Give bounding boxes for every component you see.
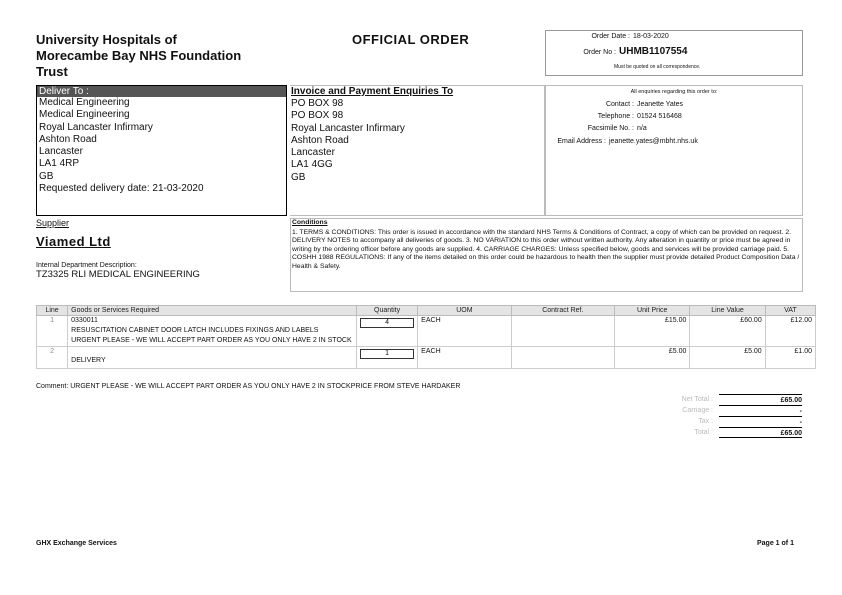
table-row xyxy=(37,316,816,347)
cell-quantity xyxy=(356,316,417,347)
col-line: Line xyxy=(37,306,68,316)
deliver-line: LA1 4RP xyxy=(39,158,80,170)
table-row xyxy=(37,347,816,369)
cell-uom: EACH xyxy=(418,347,511,369)
conditions-box xyxy=(290,218,803,292)
order-info-box xyxy=(545,30,803,76)
invoice-line: PO BOX 98 xyxy=(291,98,344,109)
tax-label: Tax : xyxy=(698,418,713,425)
cell-line-value: £60.00 xyxy=(690,316,765,347)
tax-value: - xyxy=(719,416,802,427)
grand-total-row xyxy=(640,427,802,438)
net-total-value: £65.00 xyxy=(719,394,802,405)
cell-line: 1 xyxy=(37,316,68,347)
invoice-line: PO BOX 98 xyxy=(291,110,344,122)
footer-provider: GHX Exchange Services xyxy=(36,540,117,547)
col-contract-ref: Contract Ref. xyxy=(511,306,614,316)
col-unit-price: Unit Price xyxy=(615,306,690,316)
supplier-heading: Supplier xyxy=(36,218,70,228)
order-items-table xyxy=(36,305,816,369)
requested-delivery-date: Requested delivery date: 21-03-2020 xyxy=(39,183,204,195)
quantity-value: 1 xyxy=(360,349,414,359)
cell-contract-ref xyxy=(511,316,614,347)
order-date-value: 18-03-2020 xyxy=(633,33,669,40)
cell-uom: EACH xyxy=(418,316,511,347)
organisation-line: University Hospitals of xyxy=(36,32,177,47)
totals-block xyxy=(640,394,802,438)
organisation-line: Trust xyxy=(36,64,68,79)
tax-row xyxy=(640,416,802,427)
deliver-to-heading: Deliver To : xyxy=(37,86,286,97)
email-value: jeanette.yates@mbht.nhs.uk xyxy=(609,138,698,145)
telephone-label: Telephone : xyxy=(597,113,634,120)
fax-label: Facsimile No. : xyxy=(587,125,634,132)
item-code: 0330011 xyxy=(71,317,98,324)
contact-value: Jeanette Yates xyxy=(637,101,684,108)
deliver-line: Ashton Road xyxy=(39,133,97,145)
deliver-to-box xyxy=(36,85,287,216)
quantity-value: 4 xyxy=(360,318,414,328)
item-description: RESUSCITATION CABINET DOOR LATCH INCLUDES FIXINGS AND LABELS xyxy=(71,327,319,334)
invoice-line: Lancaster xyxy=(291,147,335,159)
cell-unit-price: £5.00 xyxy=(615,347,690,369)
order-date-label: Order Date : xyxy=(591,33,630,40)
item-description: DELIVERY xyxy=(71,357,106,364)
deliver-line: Royal Lancaster Infirmary xyxy=(39,121,153,133)
deliver-line: Lancaster xyxy=(39,146,83,158)
cell-line-value: £5.00 xyxy=(690,347,765,369)
order-no-label: Order No : xyxy=(583,49,616,56)
invoice-line: Royal Lancaster Infirmary xyxy=(291,122,405,134)
invoice-line: Ashton Road xyxy=(291,134,349,146)
quote-note: Must be quoted on all correspondence. xyxy=(614,64,701,70)
organisation-line: Morecambe Bay NHS Foundation xyxy=(36,48,242,63)
conditions-text: 1. TERMS & CONDITIONS: This order is issued in accordance with the standard NHS Terms & Conditions of Contract, a copy of which can be provided on request. 2. DELIVERY NOTES to accompany all deliveries of goods. 3. NO VARIATION to this order without written authority. Any alteration in quantity or price must be agreed in writing by the ordering officer before any goods are supplied. 4. CARRIAGE CHARGES: Unless specified below, goods and services will be provided carriage paid. 5. COSHH 1988 REGULATIONS: If any of the items detailed on this order could be hazardous to health then the supplier must provide detailed Product Composition Data / Health & Safety. xyxy=(292,228,800,270)
order-no-value: UHMB1107554 xyxy=(619,46,688,57)
conditions-heading: Conditions xyxy=(292,219,328,226)
cell-goods xyxy=(68,347,357,369)
cell-line: 2 xyxy=(37,347,68,369)
col-quantity: Quantity xyxy=(356,306,417,316)
cell-goods xyxy=(68,316,357,347)
email-label: Email Address : xyxy=(557,138,606,145)
enquiries-intro: All enquiries regarding this order to: xyxy=(630,89,718,95)
document-title: OFFICIAL ORDER xyxy=(352,32,470,47)
invoice-line: GB xyxy=(291,171,306,183)
col-vat: VAT xyxy=(765,306,815,316)
deliver-line: GB xyxy=(39,170,54,182)
net-total-row xyxy=(640,394,802,405)
net-total-label: Net Total : xyxy=(681,396,713,403)
invoice-line: LA1 4GG xyxy=(291,159,333,171)
supplier-name: Viamed Ltd xyxy=(36,234,111,249)
carriage-label: Carriage : xyxy=(682,407,713,414)
cell-unit-price: £15.00 xyxy=(615,316,690,347)
cell-vat: £1.00 xyxy=(765,347,815,369)
grand-total-label: Total : xyxy=(694,429,713,436)
carriage-value: - xyxy=(719,405,802,416)
col-line-value: Line Value xyxy=(690,306,765,316)
department-value: TZ3325 RLI MEDICAL ENGINEERING xyxy=(36,269,200,280)
item-note: URGENT PLEASE - WE WILL ACCEPT PART ORDER AS YOU ONLY HAVE 2 IN STOCK xyxy=(71,337,352,344)
telephone-value: 01524 516468 xyxy=(637,113,682,120)
contact-label: Contact : xyxy=(605,101,634,108)
cell-contract-ref xyxy=(511,347,614,369)
grand-total-value: £65.00 xyxy=(719,427,802,438)
table-header-row xyxy=(37,306,816,316)
order-comment: Comment: URGENT PLEASE - WE WILL ACCEPT PART ORDER AS YOU ONLY HAVE 2 IN STOCKPRICE FROM STEVE HARDAKER xyxy=(36,383,461,390)
enquiries-box xyxy=(545,85,803,216)
cell-vat: £12.00 xyxy=(765,316,815,347)
cell-quantity xyxy=(356,347,417,369)
deliver-line: Medical Engineering xyxy=(39,97,130,108)
department-label: Internal Department Description: xyxy=(36,262,137,269)
carriage-row xyxy=(640,405,802,416)
col-goods: Goods or Services Required xyxy=(68,306,357,316)
invoice-heading: Invoice and Payment Enquiries To xyxy=(291,86,454,97)
col-uom: UOM xyxy=(418,306,511,316)
page-number: Page 1 of 1 xyxy=(757,540,794,547)
organisation-name xyxy=(36,32,306,80)
fax-value: n/a xyxy=(637,125,647,132)
deliver-line: Medical Engineering xyxy=(39,109,130,121)
invoice-box xyxy=(290,85,545,216)
